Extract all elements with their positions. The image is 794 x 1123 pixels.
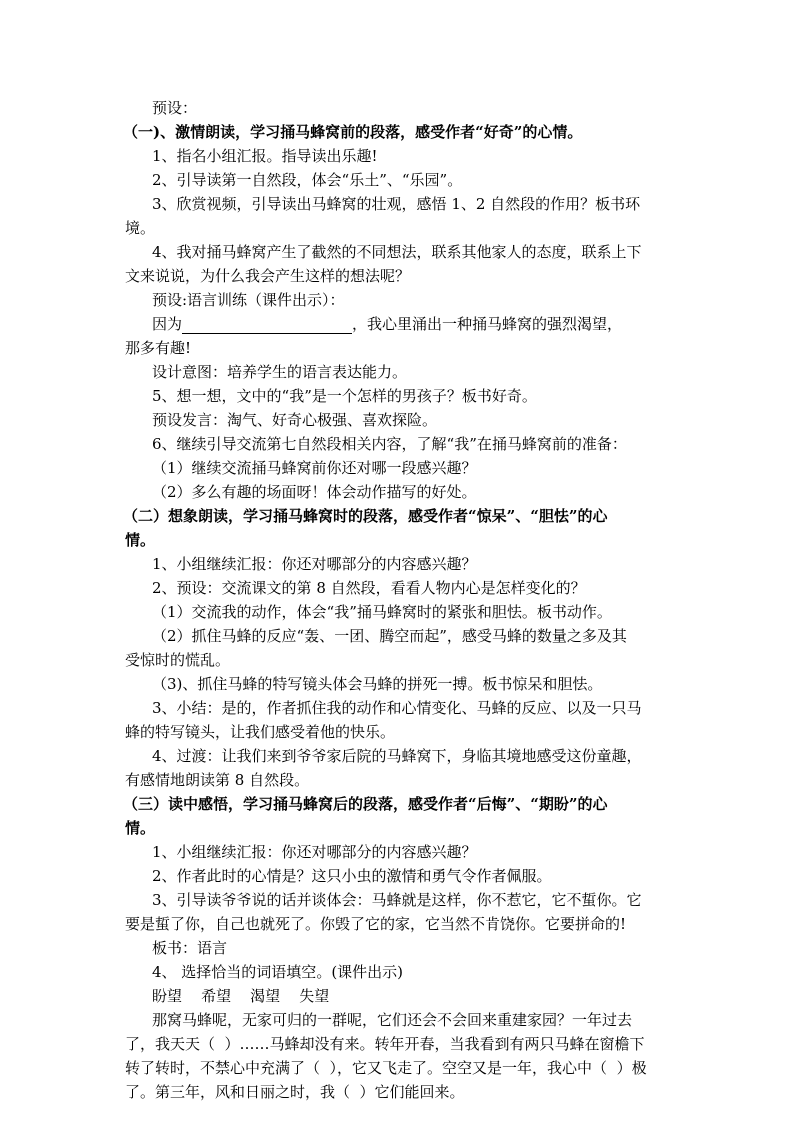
text-line: 了。第三年，风和日丽之时，我（ ）它们能回来。 [125, 1083, 465, 1101]
text-line: （3)、抓住马蜂的特写镜头体会马蜂的拼死一搏。板书惊呆和胆怯。 [152, 675, 603, 693]
text-line: （1）交流我的动作，体会“我”捅马蜂窝时的紧张和胆怯。板书动作。 [152, 603, 612, 621]
section-heading-3: （三）读中感悟，学习捅马蜂窝后的段落，感受作者“后悔”、“期盼”的心 [123, 795, 608, 813]
text-line: 1、小组继续汇报：你还对哪部分的内容感兴趣？ [152, 843, 477, 861]
text-line: 4、 选择恰当的词语填空。(课件出示) [152, 963, 404, 981]
word-choices: 盼望 希望 渴望 失望 [152, 987, 330, 1005]
fill-in-sentence [152, 314, 707, 334]
text-line: 3、欣赏视频，引导读出马蜂窝的壮观，感悟 1、2 自然段的作用？板书环 [152, 195, 641, 213]
text-line: 6、继续引导交流第七自然段相关内容，了解“我”在捅马蜂窝前的准备： [152, 435, 627, 453]
text-line: 1、小组继续汇报：你还对哪部分的内容感兴趣？ [152, 555, 477, 573]
text-line: 那窝马蜂呢，无家可归的一群呢，它们还会不会回来重建家园？一年过去 [152, 1011, 633, 1029]
text-line: 2、引导读第一自然段，体会“乐土”、“乐园”。 [152, 171, 463, 189]
text-line: 1、指名小组汇报。指导读出乐趣! [152, 147, 378, 165]
text-line: 预设： [152, 99, 198, 117]
text-line: 有感情地朗读第 8 自然段。 [125, 771, 310, 789]
text-line: 蜂的特写镜头，让我们感受着他的快乐。 [125, 723, 396, 741]
text-line: 文来说说，为什么我会产生这样的想法呢？ [125, 267, 411, 285]
fill-in-suffix: ，我心里涌出一种捅马蜂窝的强烈渴望， [352, 315, 623, 333]
text-line: 2、预设：交流课文的第 8 自然段，看看人物内心是怎样变化的？ [152, 579, 586, 597]
text-line: 设计意图：培养学生的语言表达能力。 [152, 363, 408, 381]
text-line: 要是蜇了你，自己也就死了。你毁了它的家，它当然不肯饶你。它要拼命的! [125, 915, 627, 933]
text-line: 受惊时的慌乱。 [125, 651, 231, 669]
text-line: 了，我天天（ ）……马蜂却没有来。转年开春，当我看到有两只马蜂在窗檐下 [125, 1035, 645, 1053]
text-line: 4、过渡：让我们来到爷爷家后院的马蜂窝下，身临其境地感受这份童趣， [152, 747, 642, 765]
section-heading-2-cont: 情。 [125, 531, 156, 549]
text-line: 板书：语言 [152, 939, 228, 957]
section-heading-2: （二）想象朗读，学习捅马蜂窝时的段落，感受作者“惊呆”、“胆怯”的心 [123, 507, 608, 525]
section-heading-3-cont: 情。 [125, 819, 156, 837]
text-line: （1）继续交流捅马蜂窝前你还对哪一段感兴趣？ [152, 459, 477, 477]
text-line: 转了转时，不禁心中充满了（ ），它又飞走了。空空又是一年，我心中（ ）极 [125, 1059, 647, 1077]
text-line: （2）多么有趣的场面呀！体会动作描写的好处。 [152, 483, 477, 501]
text-line: 境。 [125, 219, 156, 237]
section-heading-1: （一)、激情朗读，学习捅马蜂窝前的段落，感受作者“好奇”的心情。 [123, 123, 583, 141]
text-line: （2）抓住马蜂的反应“轰、一团、腾空而起”，感受马蜂的数量之多及其 [152, 627, 627, 645]
text-line: 预设:语言训练（课件出示）： [152, 291, 345, 309]
text-line: 2、作者此时的心情是？这只小虫的激情和勇气令作者佩服。 [152, 867, 552, 885]
text-line: 3、小结：是的，作者抓住我的动作和心情变化、马蜂的反应、以及一只马 [152, 699, 642, 717]
fill-in-blank [182, 317, 352, 334]
text-line: 预设发言：淘气、好奇心极强、喜欢探险。 [152, 411, 438, 429]
text-line: 3、引导读爷爷说的话并谈体会：马蜂就是这样，你不惹它，它不蜇你。它 [152, 891, 642, 909]
text-line: 那多有趣! [125, 339, 192, 357]
text-line: 5、想一想，文中的“我”是一个怎样的男孩子？板书好奇。 [152, 387, 537, 405]
text-line: 4、我对捅马蜂窝产生了截然的不同想法，联系其他家人的态度，联系上下 [152, 243, 642, 261]
fill-in-prefix: 因为 [152, 315, 183, 333]
